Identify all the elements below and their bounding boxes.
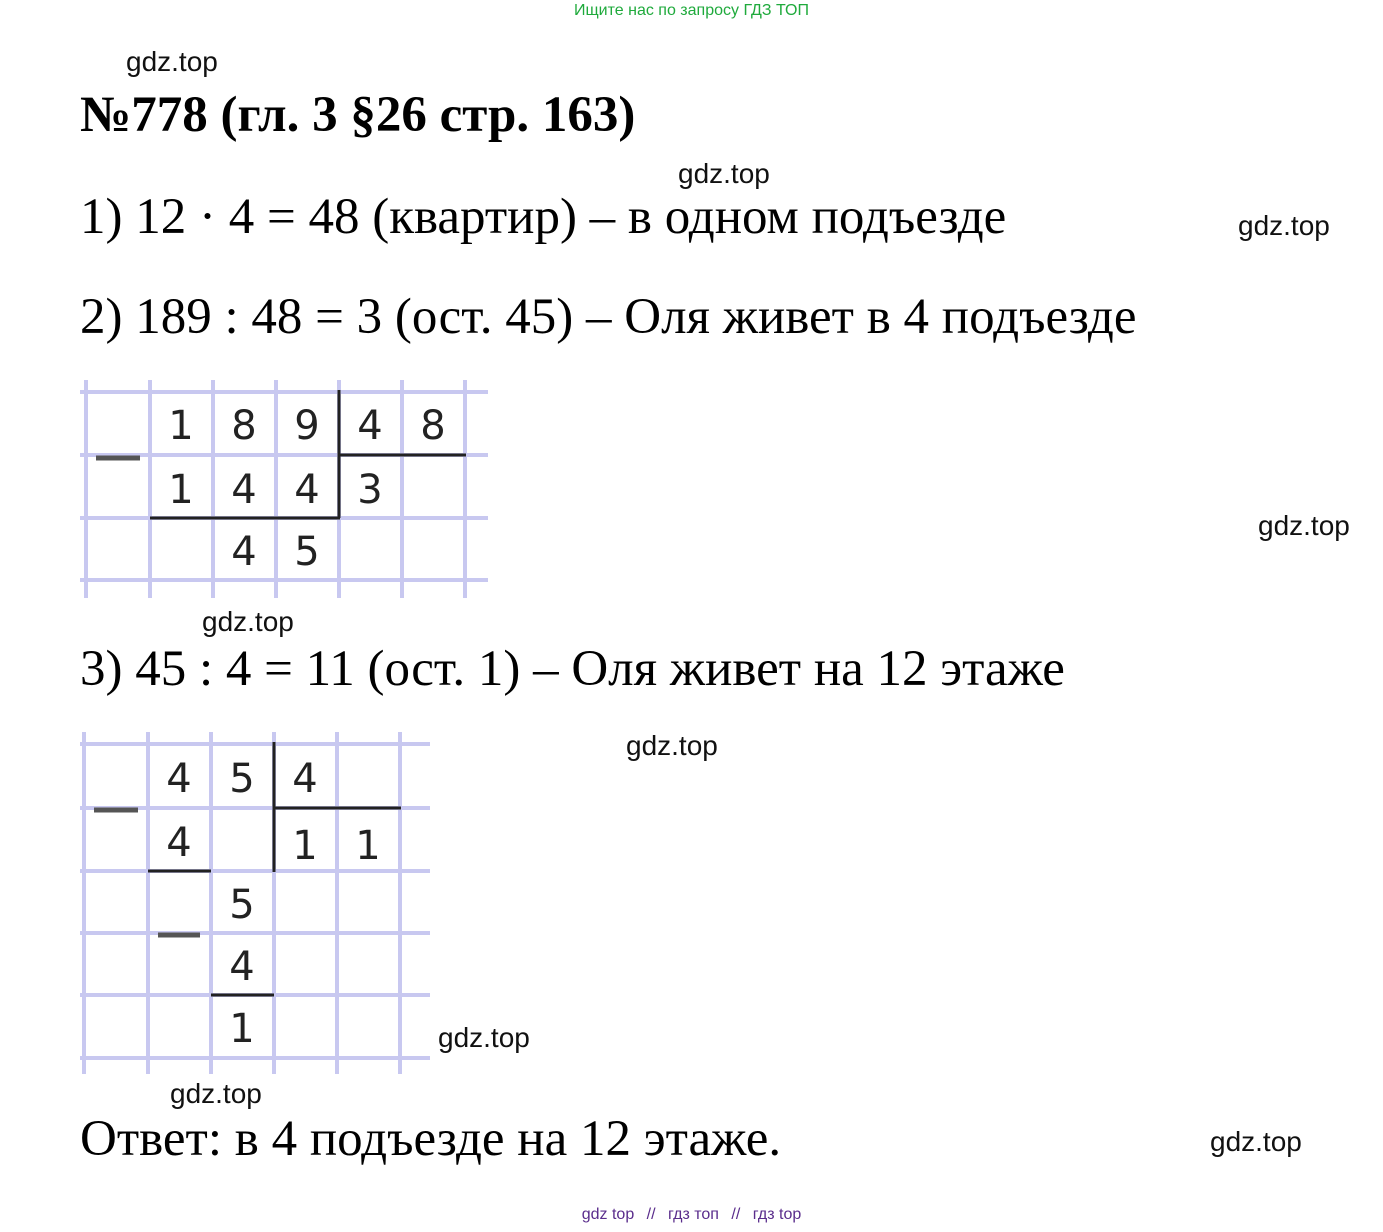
watermark: gdz.top xyxy=(1238,210,1330,241)
quotient-digit: 3 xyxy=(357,467,383,513)
watermark: gdz.top xyxy=(170,1078,262,1109)
top-banner: Ищите нас по запросу ГДЗ ТОП xyxy=(574,2,809,19)
quotient-digit: 1 xyxy=(355,823,381,869)
answer: Ответ: в 4 подъезде на 12 этаже. xyxy=(80,1111,782,1167)
long-division-189-by-48 xyxy=(80,380,490,600)
watermark: gdz.top xyxy=(126,46,218,77)
footer-separator: // xyxy=(731,1206,741,1223)
footer xyxy=(0,1206,1383,1224)
step-2: 2) 189 : 48 = 3 (ост. 45) – Оля живет в 4 подъезде xyxy=(80,289,1137,345)
watermark: gdz.top xyxy=(626,730,718,761)
watermark: gdz.top xyxy=(678,158,770,189)
watermark: gdz.top xyxy=(1258,510,1350,541)
subtrahend-digit: 4 xyxy=(231,467,257,513)
quotient-digit: 1 xyxy=(292,823,318,869)
footer-link[interactable]: гдз top xyxy=(752,1206,802,1223)
dividend-digit: 5 xyxy=(229,756,255,802)
dividend-digit: 9 xyxy=(294,403,320,449)
remainder-digit: 4 xyxy=(231,529,257,575)
second-dividend-digit: 5 xyxy=(229,882,255,928)
second-subtrahend-digit: 4 xyxy=(229,944,255,990)
subtrahend-digit: 4 xyxy=(166,820,192,866)
remainder-digit: 5 xyxy=(294,529,320,575)
footer-separator: // xyxy=(646,1206,656,1223)
divisor-digit: 4 xyxy=(292,756,318,802)
step-1: 1) 12 · 4 = 48 (квартир) – в одном подъезде xyxy=(80,189,1007,245)
watermark: gdz.top xyxy=(202,606,294,637)
step-3: 3) 45 : 4 = 11 (ост. 1) – Оля живет на 12 этаже xyxy=(80,641,1065,697)
watermark: gdz.top xyxy=(1210,1126,1302,1157)
dividend-digit: 4 xyxy=(166,756,192,802)
dividend-digit: 1 xyxy=(168,403,194,449)
divisor-digit: 4 xyxy=(357,403,383,449)
subtrahend-digit: 4 xyxy=(294,467,320,513)
footer-link[interactable]: gdz top xyxy=(581,1206,635,1223)
dividend-digit: 8 xyxy=(231,403,257,449)
footer-link[interactable]: гдз топ xyxy=(668,1206,719,1223)
subtrahend-digit: 1 xyxy=(168,467,194,513)
remainder-digit: 1 xyxy=(229,1006,255,1052)
watermark: gdz.top xyxy=(438,1022,530,1053)
long-division-45-by-4 xyxy=(80,732,432,1077)
problem-title: №778 (гл. 3 §26 стр. 163) xyxy=(80,87,636,143)
divisor-digit: 8 xyxy=(420,403,446,449)
